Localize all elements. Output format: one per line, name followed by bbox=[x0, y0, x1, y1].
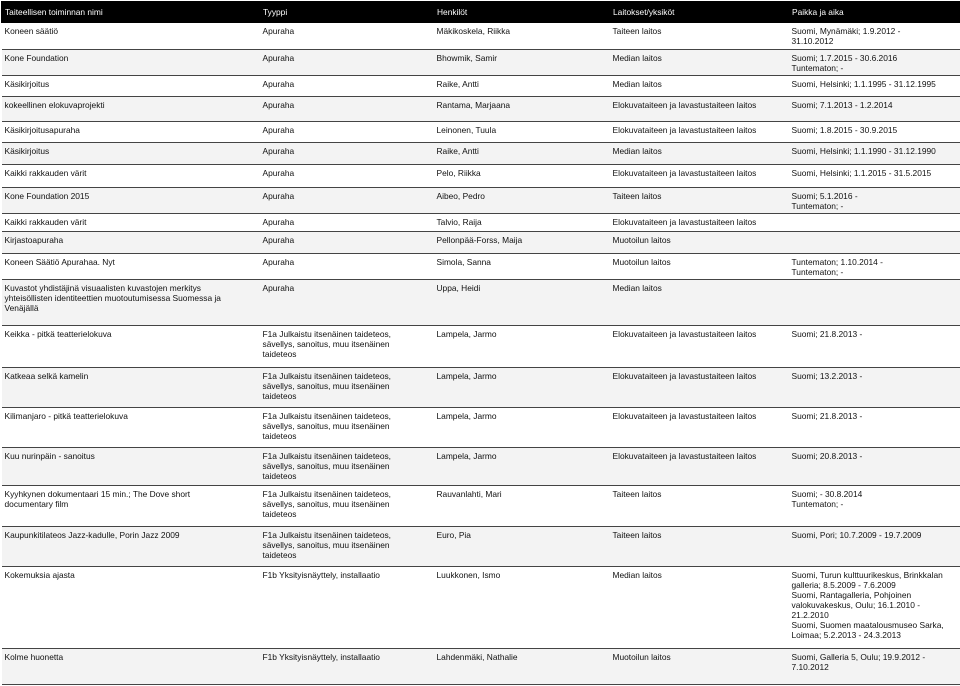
cell-name: Kuvastot yhdistäjinä visuaalisten kuvastojen merkitys yhteisöllisten identiteettien muotoutumisessa Suomessa ja Venäjällä bbox=[2, 280, 260, 326]
cell-name: kokeellinen elokuvaprojekti bbox=[2, 97, 260, 122]
cell-type: F1a Julkaistu itsenäinen taideteos, sävellys, sanoitus, muu itsenäinen taideteos bbox=[260, 527, 434, 567]
cell-type: Apuraha bbox=[260, 143, 434, 165]
header-persons: Henkilöt bbox=[434, 2, 610, 23]
cell-type: Apuraha bbox=[260, 165, 434, 188]
cell-name: Käsikirjoitus bbox=[2, 76, 260, 97]
cell-persons: Pellonpää-Forss, Maija bbox=[434, 232, 610, 254]
table-row bbox=[2, 122, 960, 143]
cell-units: Taiteen laitos bbox=[610, 188, 789, 214]
cell-name: Kyyhkynen dokumentaari 15 min.; The Dove short documentary film bbox=[2, 486, 260, 527]
cell-units: Muotoilun laitos bbox=[610, 254, 789, 280]
table-row bbox=[2, 165, 960, 188]
cell-place-time: Suomi; 21.8.2013 - bbox=[789, 408, 960, 448]
cell-persons: Leinonen, Tuula bbox=[434, 122, 610, 143]
cell-persons: Raike, Antti bbox=[434, 143, 610, 165]
cell-persons: Talvio, Raija bbox=[434, 214, 610, 232]
cell-type: F1a Julkaistu itsenäinen taideteos, sävellys, sanoitus, muu itsenäinen taideteos bbox=[260, 486, 434, 527]
cell-persons: Raike, Antti bbox=[434, 76, 610, 97]
table-row bbox=[2, 486, 960, 527]
cell-units: Median laitos bbox=[610, 567, 789, 649]
table-row bbox=[2, 50, 960, 76]
cell-persons: Bhowmik, Samir bbox=[434, 50, 610, 76]
cell-place-time bbox=[789, 280, 960, 326]
cell-place-time: Suomi; 13.2.2013 - bbox=[789, 368, 960, 408]
cell-place-time: Suomi; 1.7.2015 - 30.6.2016 Tuntematon; - bbox=[789, 50, 960, 76]
cell-type: F1a Julkaistu itsenäinen taideteos, sävellys, sanoitus, muu itsenäinen taideteos bbox=[260, 368, 434, 408]
cell-type: F1a Julkaistu itsenäinen taideteos, sävellys, sanoitus, muu itsenäinen taideteos bbox=[260, 408, 434, 448]
cell-name: Kokemuksia ajasta bbox=[2, 567, 260, 649]
cell-name: Katkeaa selkä kamelin bbox=[2, 368, 260, 408]
table-row bbox=[2, 408, 960, 448]
cell-persons: Lampela, Jarmo bbox=[434, 448, 610, 486]
cell-place-time: Suomi, Helsinki; 1.1.1995 - 31.12.1995 bbox=[789, 76, 960, 97]
table-row bbox=[2, 23, 960, 50]
table-row bbox=[2, 254, 960, 280]
cell-units: Elokuvataiteen ja lavastustaiteen laitos bbox=[610, 122, 789, 143]
cell-place-time bbox=[789, 232, 960, 254]
table-row bbox=[2, 76, 960, 97]
cell-persons: Lahdenmäki, Nathalie bbox=[434, 649, 610, 685]
cell-type: F1b Yksityisnäyttely, installaatio bbox=[260, 649, 434, 685]
cell-units: Elokuvataiteen ja lavastustaiteen laitos bbox=[610, 97, 789, 122]
table-row bbox=[2, 326, 960, 368]
cell-units: Elokuvataiteen ja lavastustaiteen laitos bbox=[610, 368, 789, 408]
table-row bbox=[2, 143, 960, 165]
cell-name: Kaikki rakkauden värit bbox=[2, 214, 260, 232]
cell-type: Apuraha bbox=[260, 232, 434, 254]
cell-name: Kone Foundation 2015 bbox=[2, 188, 260, 214]
cell-persons: Euro, Pia bbox=[434, 527, 610, 567]
cell-persons: Lampela, Jarmo bbox=[434, 408, 610, 448]
table-row bbox=[2, 448, 960, 486]
cell-name: Koneen säätiö bbox=[2, 23, 260, 50]
cell-type: Apuraha bbox=[260, 76, 434, 97]
cell-place-time: Suomi, Helsinki; 1.1.2015 - 31.5.2015 bbox=[789, 165, 960, 188]
header-name: Taiteellisen toiminnan nimi bbox=[2, 2, 260, 23]
cell-type: F1a Julkaistu itsenäinen taideteos, sävellys, sanoitus, muu itsenäinen taideteos bbox=[260, 448, 434, 486]
table-row bbox=[2, 649, 960, 685]
cell-name: Koneen Säätiö Apurahaa. Nyt bbox=[2, 254, 260, 280]
header-type: Tyyppi bbox=[260, 2, 434, 23]
cell-units: Median laitos bbox=[610, 76, 789, 97]
cell-type: Apuraha bbox=[260, 254, 434, 280]
table-body bbox=[2, 23, 960, 685]
cell-name: Kone Foundation bbox=[2, 50, 260, 76]
cell-persons: Luukkonen, Ismo bbox=[434, 567, 610, 649]
cell-persons: Rantama, Marjaana bbox=[434, 97, 610, 122]
cell-units: Median laitos bbox=[610, 280, 789, 326]
cell-name: Kaikki rakkauden värit bbox=[2, 165, 260, 188]
cell-units: Elokuvataiteen ja lavastustaiteen laitos bbox=[610, 448, 789, 486]
cell-type: Apuraha bbox=[260, 214, 434, 232]
cell-persons: Lampela, Jarmo bbox=[434, 326, 610, 368]
cell-type: Apuraha bbox=[260, 97, 434, 122]
table-row bbox=[2, 232, 960, 254]
cell-units: Taiteen laitos bbox=[610, 527, 789, 567]
cell-type: Apuraha bbox=[260, 188, 434, 214]
cell-type: F1b Yksityisnäyttely, installaatio bbox=[260, 567, 434, 649]
cell-persons: Rauvanlahti, Mari bbox=[434, 486, 610, 527]
cell-persons: Mäkikoskela, Riikka bbox=[434, 23, 610, 50]
table-row bbox=[2, 214, 960, 232]
cell-place-time: Suomi; 21.8.2013 - bbox=[789, 326, 960, 368]
cell-persons: Lampela, Jarmo bbox=[434, 368, 610, 408]
cell-place-time: Suomi, Mynämäki; 1.9.2012 - 31.10.2012 bbox=[789, 23, 960, 50]
cell-place-time: Suomi; 5.1.2016 - Tuntematon; - bbox=[789, 188, 960, 214]
table-row bbox=[2, 280, 960, 326]
cell-type: F1a Julkaistu itsenäinen taideteos, sävellys, sanoitus, muu itsenäinen taideteos bbox=[260, 326, 434, 368]
cell-units: Taiteen laitos bbox=[610, 486, 789, 527]
cell-name: Kolme huonetta bbox=[2, 649, 260, 685]
cell-place-time: Suomi; 1.8.2015 - 30.9.2015 bbox=[789, 122, 960, 143]
activities-table bbox=[1, 1, 960, 685]
cell-units: Muotoilun laitos bbox=[610, 649, 789, 685]
header-row bbox=[2, 2, 960, 23]
cell-name: Kirjastoapuraha bbox=[2, 232, 260, 254]
cell-place-time: Tuntematon; 1.10.2014 - Tuntematon; - bbox=[789, 254, 960, 280]
cell-name: Käsikirjoitus bbox=[2, 143, 260, 165]
cell-place-time: Suomi, Helsinki; 1.1.1990 - 31.12.1990 bbox=[789, 143, 960, 165]
cell-units: Median laitos bbox=[610, 50, 789, 76]
cell-type: Apuraha bbox=[260, 50, 434, 76]
cell-units: Elokuvataiteen ja lavastustaiteen laitos bbox=[610, 408, 789, 448]
cell-type: Apuraha bbox=[260, 122, 434, 143]
table-row bbox=[2, 188, 960, 214]
cell-units: Elokuvataiteen ja lavastustaiteen laitos bbox=[610, 326, 789, 368]
cell-units: Elokuvataiteen ja lavastustaiteen laitos bbox=[610, 214, 789, 232]
cell-name: Kaupunkitilateos Jazz-kadulle, Porin Jazz 2009 bbox=[2, 527, 260, 567]
cell-place-time: Suomi, Pori; 10.7.2009 - 19.7.2009 bbox=[789, 527, 960, 567]
cell-place-time: Suomi, Turun kulttuurikeskus, Brinkkalan galleria; 8.5.2009 - 7.6.2009 Suomi, Rantagalleria, Pohjoinen valokuvakeskus, Oulu; 16.1.2010 - 21.2.2010 Suomi, Suomen maatalousmuseo Sarka, Loimaa; 5.2.2013 - 24.3.2013 bbox=[789, 567, 960, 649]
cell-persons: Uppa, Heidi bbox=[434, 280, 610, 326]
cell-type: Apuraha bbox=[260, 280, 434, 326]
cell-place-time: Suomi; 7.1.2013 - 1.2.2014 bbox=[789, 97, 960, 122]
table-row bbox=[2, 368, 960, 408]
cell-name: Kuu nurinpäin - sanoitus bbox=[2, 448, 260, 486]
table-row bbox=[2, 97, 960, 122]
cell-units: Muotoilun laitos bbox=[610, 232, 789, 254]
cell-units: Elokuvataiteen ja lavastustaiteen laitos bbox=[610, 165, 789, 188]
cell-place-time: Suomi; - 30.8.2014 Tuntematon; - bbox=[789, 486, 960, 527]
table-row bbox=[2, 527, 960, 567]
header-units: Laitokset/yksiköt bbox=[610, 2, 789, 23]
header-place-time: Paikka ja aika bbox=[789, 2, 960, 23]
cell-name: Kilimanjaro - pitkä teatterielokuva bbox=[2, 408, 260, 448]
cell-persons: Pelo, Riikka bbox=[434, 165, 610, 188]
cell-units: Taiteen laitos bbox=[610, 23, 789, 50]
table-row bbox=[2, 567, 960, 649]
cell-place-time: Suomi; 20.8.2013 - bbox=[789, 448, 960, 486]
cell-place-time bbox=[789, 214, 960, 232]
cell-name: Keikka - pitkä teatterielokuva bbox=[2, 326, 260, 368]
cell-type: Apuraha bbox=[260, 23, 434, 50]
cell-units: Median laitos bbox=[610, 143, 789, 165]
cell-persons: Simola, Sanna bbox=[434, 254, 610, 280]
cell-persons: Aibeo, Pedro bbox=[434, 188, 610, 214]
cell-name: Käsikirjoitusapuraha bbox=[2, 122, 260, 143]
cell-place-time: Suomi, Galleria 5, Oulu; 19.9.2012 - 7.10.2012 bbox=[789, 649, 960, 685]
